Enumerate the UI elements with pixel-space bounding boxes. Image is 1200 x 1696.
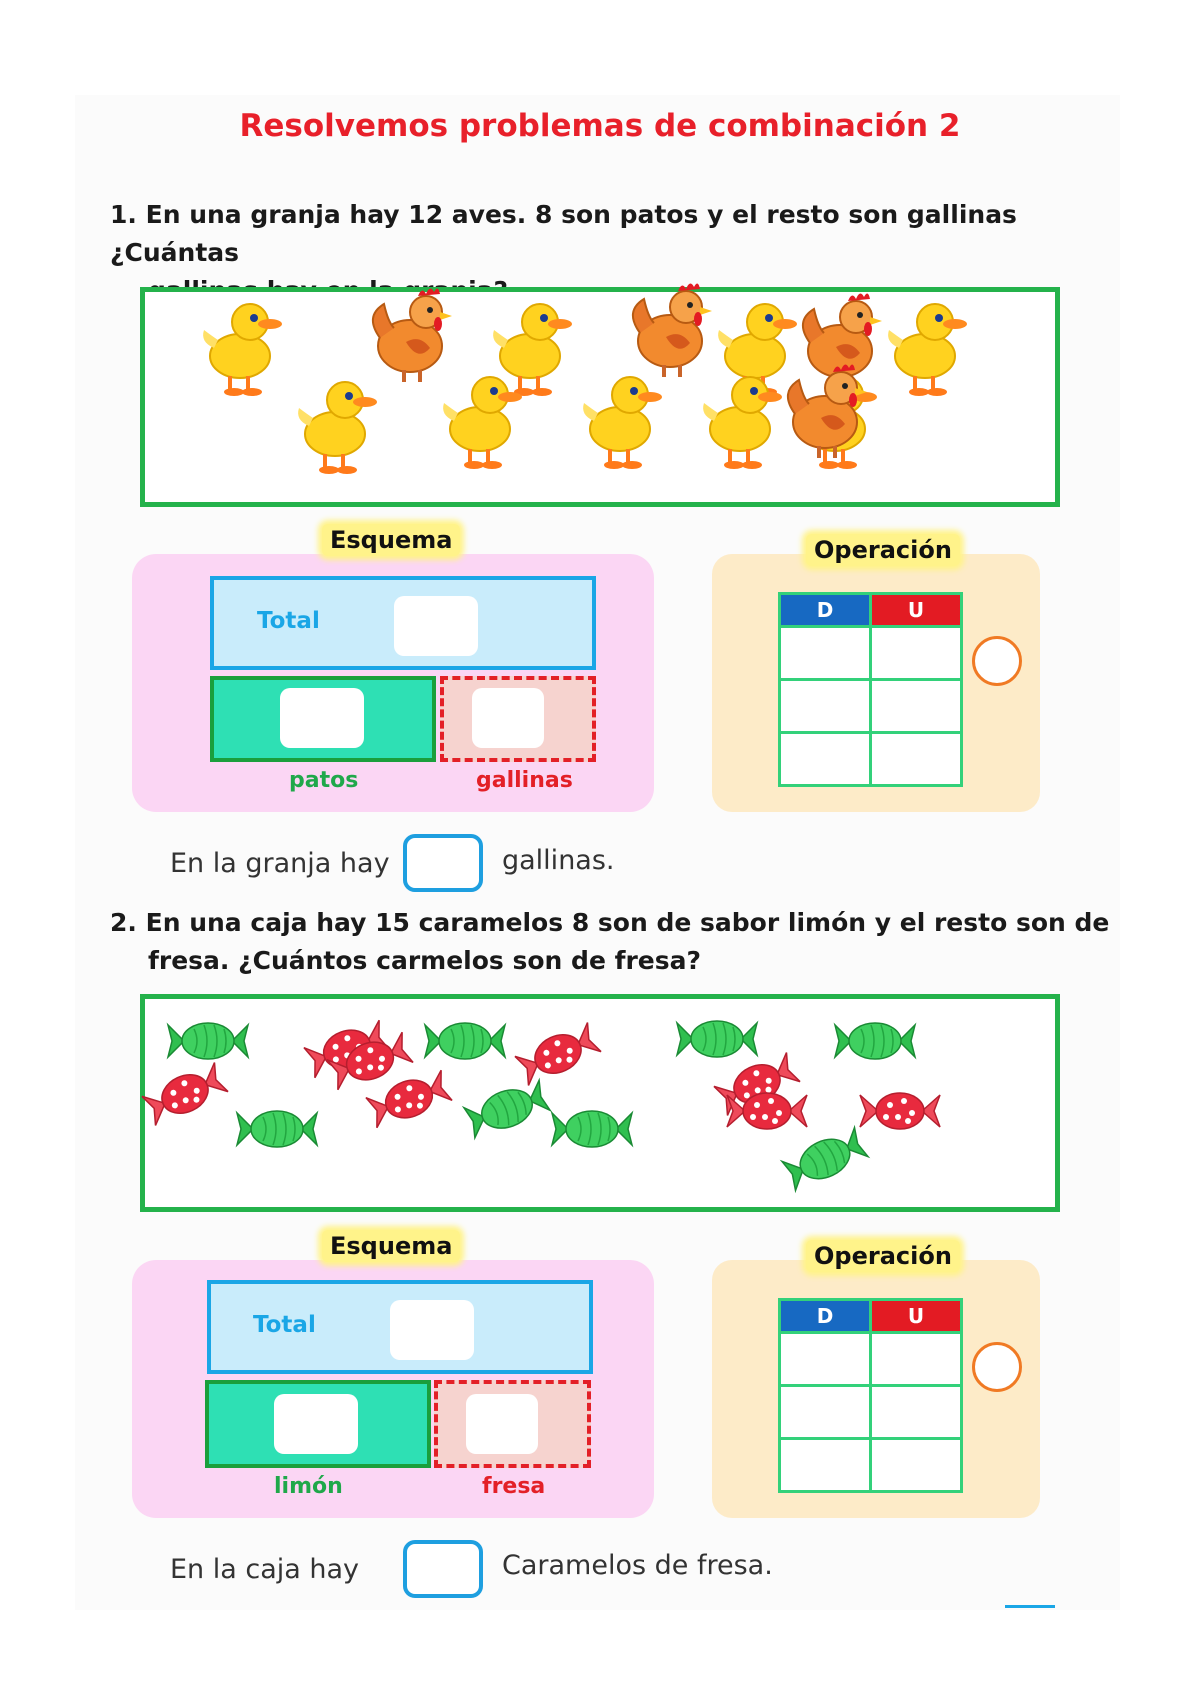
problem-2-cell[interactable] bbox=[871, 1439, 962, 1492]
lime-candy-icon bbox=[552, 1111, 632, 1147]
problem-2-total-input[interactable] bbox=[390, 1300, 474, 1360]
problem-2-operator-circle[interactable] bbox=[972, 1342, 1022, 1392]
strawberry-candy-icon bbox=[514, 1021, 602, 1087]
problem-2-part-b-input[interactable] bbox=[466, 1394, 538, 1454]
problem-1-scheme-tag: Esquema bbox=[322, 524, 460, 556]
problem-2-answer-prefix: En la caja hay bbox=[170, 1554, 360, 1585]
problem-1-total-label: Total bbox=[257, 608, 320, 634]
problem-2-line-2: fresa. ¿Cuántos carmelos son de fresa? bbox=[148, 946, 702, 975]
problem-1-total-input[interactable] bbox=[394, 596, 478, 656]
lime-candy-icon bbox=[835, 1023, 915, 1059]
hen-icon bbox=[373, 288, 452, 382]
problem-2-line-1: En una caja hay 15 caramelos 8 son de sabor limón y el resto son de bbox=[145, 908, 1110, 937]
page-title: Resolvemos problemas de combinación 2 bbox=[239, 108, 961, 144]
problem-2-picture-frame bbox=[140, 994, 1060, 1212]
duck-icon bbox=[583, 377, 662, 469]
problem-2-answer-input[interactable] bbox=[403, 1540, 483, 1598]
problem-1-cell[interactable] bbox=[871, 627, 962, 680]
problem-1-line-1: En una granja hay 12 aves. 8 son patos y el resto son gallinas ¿Cuántas bbox=[110, 200, 1017, 267]
problem-1-part-a-label: patos bbox=[289, 768, 359, 793]
problem-2-answer-suffix: Caramelos de fresa. bbox=[502, 1550, 773, 1581]
problem-2-scheme-tag: Esquema bbox=[322, 1230, 460, 1262]
problem-1-operation-tag: Operación bbox=[806, 534, 960, 566]
duck-icon bbox=[443, 377, 522, 469]
lime-candy-icon bbox=[463, 1078, 550, 1139]
lime-candy-icon bbox=[237, 1111, 317, 1147]
lime-candy-icon bbox=[781, 1126, 869, 1192]
problem-2-cell[interactable] bbox=[780, 1386, 871, 1439]
problem-2-cell[interactable] bbox=[871, 1386, 962, 1439]
problem-2-units-header: U bbox=[871, 1300, 962, 1333]
problem-2-statement bbox=[110, 904, 1110, 980]
problem-2-part-b-label: fresa bbox=[482, 1474, 546, 1499]
duck-icon bbox=[493, 304, 572, 396]
problem-1-tens-header: D bbox=[780, 594, 871, 627]
lime-candy-icon bbox=[168, 1023, 248, 1059]
lime-candy-icon bbox=[425, 1023, 505, 1059]
duck-icon bbox=[203, 304, 282, 396]
problem-2-total-label: Total bbox=[253, 1312, 316, 1338]
candies-illustration bbox=[145, 999, 1055, 1207]
duck-icon bbox=[298, 382, 377, 474]
problem-1-units-header: U bbox=[871, 594, 962, 627]
birds-illustration bbox=[145, 292, 1055, 502]
problem-2-tens-header: D bbox=[780, 1300, 871, 1333]
problem-1-number: 1. bbox=[110, 200, 137, 229]
strawberry-candy-icon bbox=[860, 1093, 940, 1129]
problem-2-operation-tag: Operación bbox=[806, 1240, 960, 1272]
problem-1-part-a-input[interactable] bbox=[280, 688, 364, 748]
problem-1-answer-prefix: En la granja hay bbox=[170, 848, 390, 879]
problem-1-operator-circle[interactable] bbox=[972, 636, 1022, 686]
problem-1-cell[interactable] bbox=[780, 680, 871, 733]
problem-1-picture-frame bbox=[140, 287, 1060, 507]
problem-1-cell[interactable] bbox=[871, 680, 962, 733]
problem-2-cell[interactable] bbox=[780, 1439, 871, 1492]
problem-1-answer-input[interactable] bbox=[403, 834, 483, 892]
hen-icon bbox=[633, 283, 712, 377]
problem-2-part-a-label: limón bbox=[274, 1474, 343, 1499]
problem-1-cell[interactable] bbox=[780, 627, 871, 680]
problem-1-part-b-input[interactable] bbox=[472, 688, 544, 748]
problem-1-cell[interactable] bbox=[780, 733, 871, 786]
problem-2-cell[interactable] bbox=[780, 1333, 871, 1386]
strawberry-candy-icon bbox=[141, 1061, 229, 1127]
lime-candy-icon bbox=[677, 1021, 757, 1057]
problem-2-number: 2. bbox=[110, 908, 137, 937]
problem-1-part-b-label: gallinas bbox=[476, 768, 573, 793]
problem-2-place-value-table bbox=[778, 1298, 963, 1493]
problem-1-cell[interactable] bbox=[871, 733, 962, 786]
problem-1-place-value-table bbox=[778, 592, 963, 787]
problem-2-part-a-input[interactable] bbox=[274, 1394, 358, 1454]
problem-1-answer-suffix: gallinas. bbox=[502, 845, 615, 876]
duck-icon bbox=[888, 304, 967, 396]
problem-2-cell[interactable] bbox=[871, 1333, 962, 1386]
page-footer-line bbox=[1005, 1605, 1055, 1608]
